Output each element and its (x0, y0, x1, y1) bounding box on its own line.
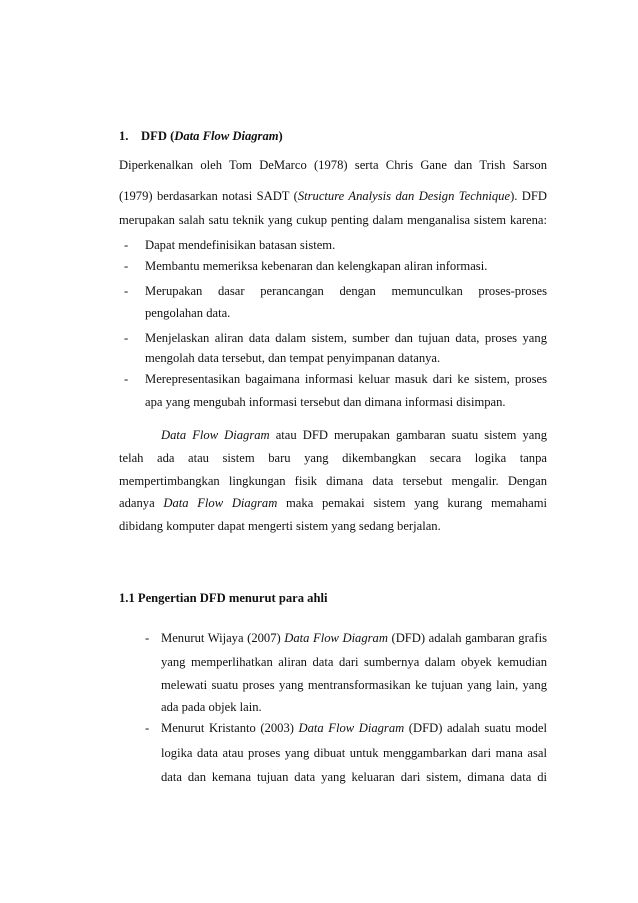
para2-line-2: telah ada atau sistem baru yang dikembangkan secara logika tanpa (119, 451, 547, 465)
expert-bullet-2-line-3: data dan kemana tujuan data yang keluaran dari sistem, dimana data di (161, 770, 547, 784)
bullet-dash: - (124, 372, 129, 386)
bullet-dash: - (124, 259, 129, 273)
bullet-dash: - (145, 631, 150, 645)
intro-line-2-post: ). DFD (510, 189, 547, 203)
bullet-dash: - (124, 284, 129, 298)
section-1-heading (119, 128, 283, 144)
para2-line-5: dibidang komputer dapat mengerti sistem yang sedang berjalan. (119, 519, 441, 533)
intro-line-1: Diperkenalkan oleh Tom DeMarco (1978) serta Chris Gane dan Trish Sarson (119, 158, 547, 172)
para2-line-1 (161, 427, 547, 443)
para2-line-3: mempertimbangkan lingkungan fisik dimana data tersebut mengalir. Dengan (119, 474, 547, 488)
para2-line-4-pre: adanya (119, 496, 164, 510)
para2-line-4-post: maka pemakai sistem yang kurang memahami (277, 496, 547, 510)
section-number: 1. (119, 129, 129, 143)
section-title-italic: Data Flow Diagram (174, 129, 279, 143)
intro-line-2-pre: (1979) berdasarkan notasi SADT ( (119, 189, 298, 203)
bullet-item-continued: mengolah data tersebut, dan tempat penyimpanan datanya. (145, 351, 441, 365)
section-title-prefix: DFD ( (141, 129, 175, 143)
expert-bullet-1-line-2: yang memperlihatkan aliran data dari sumbernya dalam obyek kemudian (161, 655, 547, 669)
para2-line-4-italic: Data Flow Diagram (163, 496, 278, 510)
para2-line-4 (119, 495, 547, 511)
bullet-item: Merupakan dasar perancangan dengan memunculkan proses-proses (145, 284, 547, 298)
expert-bullet-2-line-1 (161, 720, 547, 736)
section-title-suffix: ) (278, 129, 283, 143)
intro-line-2 (119, 188, 547, 204)
bullet-item: Membantu memeriksa kebenaran dan kelengkapan aliran informasi. (145, 259, 488, 273)
bullet-dash: - (124, 331, 129, 345)
bullet-dash: - (124, 238, 129, 252)
intro-line-2-italic: Structure Analysis dan Design Technique (297, 189, 511, 203)
bullet-item-continued: pengolahan data. (145, 306, 231, 320)
expert-2-pre: Menurut Kristanto (2003) (161, 721, 299, 735)
expert-1-italic: Data Flow Diagram (284, 631, 388, 645)
expert-bullet-2-line-2: logika data atau proses yang dibuat untuk menggambarkan dari mana asal (161, 746, 547, 760)
bullet-item: Merepresentasikan bagaimana informasi keluar masuk dari ke sistem, proses (145, 372, 547, 386)
expert-1-pre: Menurut Wijaya (2007) (161, 631, 285, 645)
intro-line-3: merupakan salah satu teknik yang cukup penting dalam menganalisa sistem karena: (119, 213, 547, 227)
expert-1-post: (DFD) adalah gambaran grafis (387, 631, 547, 645)
section-1-1-heading: 1.1 Pengertian DFD menurut para ahli (119, 591, 328, 605)
bullet-item-continued: apa yang mengubah informasi tersebut dan dimana informasi disimpan. (145, 395, 506, 409)
expert-bullet-1-line-3: melewati suatu proses yang mentransformasikan ke tujuan yang lain, yang (161, 678, 547, 692)
bullet-item: Dapat mendefinisikan batasan sistem. (145, 238, 336, 252)
expert-bullet-1-line-1 (161, 630, 547, 646)
expert-bullet-1-line-4: ada pada objek lain. (161, 700, 262, 714)
expert-2-post: (DFD) adalah suatu model (404, 721, 548, 735)
expert-2-italic: Data Flow Diagram (298, 721, 405, 735)
bullet-dash: - (145, 721, 150, 735)
para2-line-1-rest: atau DFD merupakan gambaran suatu sistem yang (269, 428, 547, 442)
bullet-item: Menjelaskan aliran data dalam sistem, sumber dan tujuan data, proses yang (145, 331, 547, 345)
para2-line-1-italic: Data Flow Diagram (161, 428, 270, 442)
